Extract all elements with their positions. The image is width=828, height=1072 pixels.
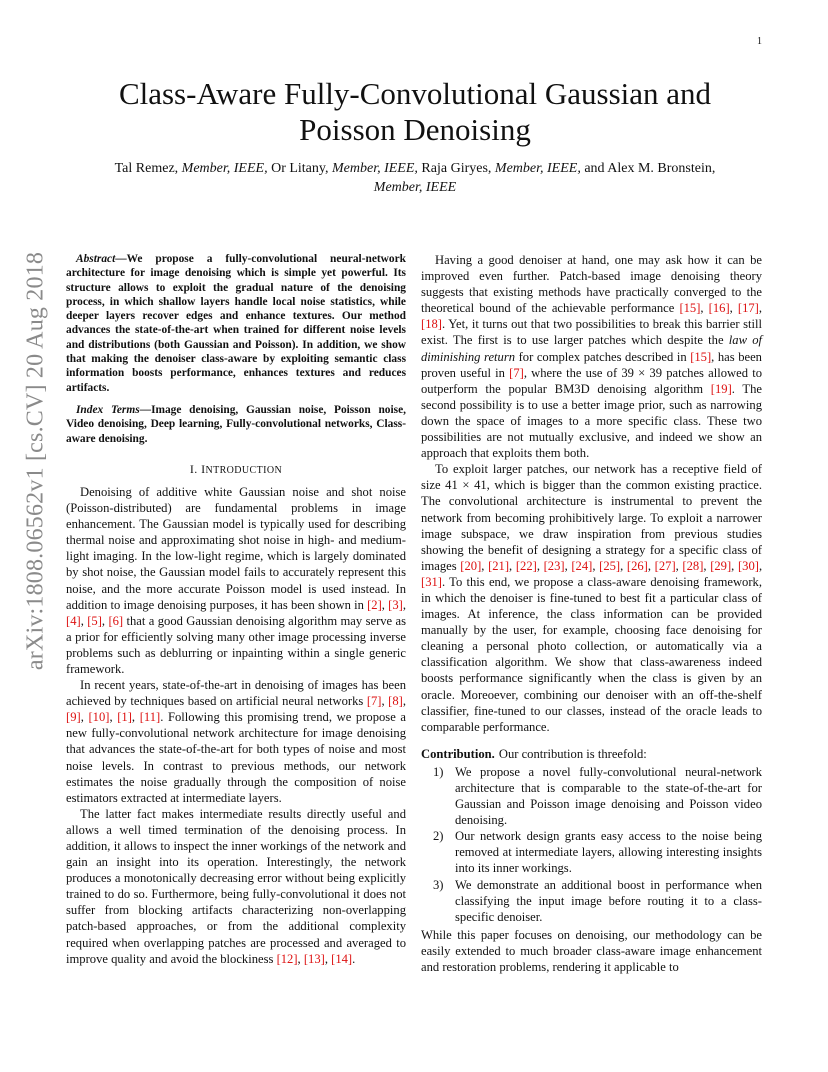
citation-link[interactable]: [2]	[367, 597, 382, 612]
citation-link[interactable]: [4]	[66, 613, 81, 628]
author-membership: Member, IEEE	[373, 180, 457, 195]
citation-link[interactable]: [19]	[710, 381, 732, 396]
citation-link[interactable]: [30]	[737, 558, 759, 573]
citation-link[interactable]: [6]	[108, 613, 124, 628]
author-name: and Alex M. Bronstein,	[584, 161, 716, 176]
paragraph-text: , where the use of 39 × 39 patches allowed to outperform the popular BM3D denoising algorithm	[421, 365, 762, 396]
page-number: 1	[757, 36, 762, 47]
abstract-text: —We propose a fully-convolutional neural-network architecture for image denoising which is simple yet powerful. Its structure allows to exploit the gradual nature of the denoising process, in which shallow layers handle local noise statistics, while deeper layers recover edges and enhance textures. Our method advances the state-of-the-art when trained for different noise levels and distributions (both Gaussian and Poisson). In addition, we show that making the denoiser class-aware by exploiting semantic class information boosts performance, enhances textures and reduces artifacts.	[66, 253, 406, 394]
paragraph-text: In recent years, state-of-the-art in denoising of images has been achieved by techniques based on artificial neural networks	[66, 678, 406, 709]
arxiv-id-text: arXiv:1808.06562v1 [cs.CV] 20 Aug 2018	[22, 251, 49, 671]
paragraph-text: Having a good denoiser at hand, one may ask how it can be improved even further. Patch-based image denoising theory suggests that existing methods have practically converged to the theoretical bound of the achievable performance	[421, 253, 762, 316]
citation-link[interactable]: [28]	[682, 558, 704, 573]
paragraph-text: To exploit larger patches, our network has a receptive field of size 41 × 41, which is bigger than the common existing practice. The convolutional architecture is instrumental to prevent the network from becoming prohibitively large. To exploit a narrower image subspace, we draw inspiration from previous studies showing the benefit of designing a strategy for a specific class of images	[421, 462, 762, 573]
citation-link[interactable]: [27]	[654, 558, 676, 573]
citation-link[interactable]: [18]	[421, 317, 442, 332]
contribution-item	[421, 764, 762, 828]
citation-link[interactable]: [31]	[421, 574, 442, 589]
paragraph-text: that a good Gaussian denoising algorithm may serve as a prior for efficiently solving many other image processing inverse problems such as deblurring or inpainting within a single generic framework.	[66, 613, 407, 676]
citation-link[interactable]: [11]	[139, 710, 161, 725]
paper-title	[70, 76, 760, 148]
citation-link[interactable]: [14]	[331, 951, 353, 966]
citation-link[interactable]: [20]	[460, 558, 482, 573]
citation-link[interactable]: [22]	[515, 558, 537, 573]
citation-link[interactable]: [3]	[388, 597, 403, 612]
citation-link[interactable]: [25]	[599, 558, 621, 573]
citation-link[interactable]: [16]	[708, 301, 730, 316]
author-name: Or Litany,	[271, 161, 329, 176]
citation-link[interactable]: [13]	[303, 951, 325, 966]
intro-paragraph-3: The latter fact makes intermediate results directly useful and allows a well timed termination of the denoising process. In addition, it allows to inspect the inner workings of the network and gain an insight into its operation. Interestingly, the network produces a monotonically decreasing error without being explicitly trained to do so. Furthermore, being fully-convolutional it does not suffer from blocking artifacts characterizing non-overlapping patch-based approaches, or from the additional complexity required when overlapping patches are processed and averaged to improve quality and avoid the blockiness [12], [13], [14].	[66, 806, 406, 966]
item-text: We demonstrate an additional boost in performance when classifying the input image before routing it to a class-specific denoiser.	[455, 877, 762, 924]
citation-link[interactable]: [1]	[117, 710, 132, 725]
citation-link[interactable]: [7]	[366, 694, 382, 709]
paragraph-text: , has been proven useful in	[421, 349, 762, 380]
paragraph-text: . Following this promising trend, we propose a new fully-convolutional network architecture for image denoising that advances the state-of-the-art for both types of noise and most noise levels. In contrast to previous methods, our network estimates the noise gradually through the composition of noise estimators extracted at intermediate layers.	[66, 710, 407, 805]
item-text: We propose a novel fully-convolutional neural-network architecture that is comparable to the state-of-the-art for Gaussian and Poisson image denoising and Poisson video denoising.	[455, 764, 762, 828]
citation-link[interactable]: [17]	[737, 301, 759, 316]
item-text: Our network design grants easy access to the noise being removed at intermediate layers, allowing interesting insights into its inner workings.	[455, 829, 762, 876]
author-list	[90, 159, 740, 197]
intro-paragraph-1: Denoising of additive white Gaussian noise and shot noise (Poisson-distributed) are fundamental problems in image enhancement. The Gaussian model is typically used for describing thermal noise and approximating shot noise in high- and medium-light imaging. In the low-light regime, which is largely dominated by shot noise, the Gaussian model fails to accurately represent this noise, and the more accurate Poisson model is used instead. In addition to image denoising purposes, it has been shown in [2], [3], [4], [5], [6] that a good Gaussian denoising algorithm may serve as a prior for efficiently solving many other image processing inverse problems such as deblurring or inpainting within a single generic framework.	[66, 484, 407, 676]
intro-paragraph-5: To exploit larger patches, our network has a receptive field of size 41 × 41, which is bigger than the common existing practice. The convolutional architecture is instrumental to prevent the network from becoming prohibitively large. To exploit a narrower image subspace, we draw inspiration from previous studies showing the benefit of designing a strategy for a specific class of images [20], [21], [22], [23], [24], [25], [26], [27], [28], [29], [30], [31]. To this end, we propose a class-aware denoising framework, in which the denoiser is fine-tuned to best fit a particular class of images. At inference, the class information can be provided manually by the user, for example, choosing face denoising for cleaning a personal photo collection, or automatically via a classification algorithm. We show that class-awareness indeed boosts performance significantly when the class is given by an oracle. Moreoever, combining our denoiser with an off-the-shelf classifier, fine-tuned to our classes, instead of the oracle leads to comparable performance.	[421, 462, 763, 734]
index-terms-text: —Image denoising, Gaussian noise, Poisson noise, Video denoising, Deep learning, Fully-convolutional networks, Class-aware denoising.	[66, 403, 406, 445]
author-name: Raja Giryes,	[421, 161, 492, 176]
intro-paragraph-4: Having a good denoiser at hand, one may ask how it can be improved even further. Patch-based image denoising theory suggests that existing methods have practically converged to the theoretical bound of the achievable performance [15], [16], [17], [18]. Yet, it turns out that two possibilities to break this barrier still exist. The first is to use larger patches which despite the law of diminishing return for complex patches described in [15], has been proven useful in [7], where the use of 39 × 39 patches allowed to outperform the popular BM3D denoising algorithm [19]. The second possibility is to use a better image prior, such as narrowing down the space of images to a more specific class. These two possibilities are not mutually exclusive, and indeed we show an approach that exploits them both.	[421, 253, 763, 461]
section-number: I.	[189, 461, 198, 476]
abstract	[66, 252, 406, 395]
contribution-intro: Our contribution is threefold:	[498, 746, 647, 761]
citation-link[interactable]: [8]	[388, 694, 403, 709]
citation-link[interactable]: [7]	[509, 365, 524, 380]
item-number: 1)	[433, 764, 444, 779]
contribution-label: Contribution.	[421, 746, 495, 761]
title-line-2: Poisson Denoising	[299, 112, 531, 147]
citation-link[interactable]: [23]	[543, 558, 565, 573]
title-line-1: Class-Aware Fully-Convolutional Gaussian and	[118, 76, 712, 111]
paragraph-text: Denoising of additive white Gaussian noise and shot noise (Poisson-distributed) are fundamental problems in image enhancement. The Gaussian model is typically used for describing thermal noise and approximating shot noise in high- and medium-light imaging. In the low-light regime, which is largely dominated by shot noise, the Gaussian model fails to accurately represent this noise, and the more accurate Poisson model is used instead. In addition to image denoising purposes, it has been shown in	[66, 484, 406, 612]
citation-link[interactable]: [10]	[88, 710, 110, 725]
citation-link[interactable]: [5]	[87, 613, 102, 628]
emphasis-text: law of diminishing return	[421, 333, 762, 364]
paragraph-text: for complex patches described in	[515, 349, 691, 364]
citation-link[interactable]: [29]	[710, 558, 732, 573]
contribution-heading	[421, 746, 762, 762]
citation-link[interactable]: [26]	[626, 558, 648, 573]
paragraph-text: . The second possibility is to use a better image prior, such as narrowing down the space of images to a more specific class. These two possibilities are not mutually exclusive, and indeed we show an approach that exploits them both.	[421, 381, 762, 461]
contribution-item	[421, 877, 762, 925]
author-membership: Member, IEEE,	[332, 161, 418, 176]
contribution-item	[421, 828, 762, 876]
index-terms	[66, 403, 406, 446]
right-column	[421, 252, 762, 975]
index-terms-label: Index Terms	[76, 403, 140, 416]
author-name: Tal Remez,	[114, 161, 179, 176]
intro-paragraph-2: In recent years, state-of-the-art in denoising of images has been achieved by techniques based on artificial neural networks [7], [8], [9], [10], [1], [11]. Following this promising trend, we propose a new fully-convolutional network architecture for image denoising that advances the state-of-the-art for both types of noise and most noise levels. In contrast to previous methods, our network estimates the noise gradually through the composition of noise estimators extracted at intermediate layers.	[66, 678, 407, 805]
citation-link[interactable]: [12]	[276, 951, 298, 966]
citation-link[interactable]: [15]	[690, 349, 712, 364]
section-title-initial: I	[201, 461, 206, 476]
item-number: 2)	[433, 829, 444, 844]
contribution-list	[421, 764, 762, 925]
item-number: 3)	[433, 877, 444, 892]
citation-link[interactable]: [9]	[66, 710, 81, 725]
citation-link[interactable]: [24]	[571, 558, 593, 573]
section-title-rest: NTRODUCTION	[205, 464, 283, 476]
citation-link[interactable]: [15]	[679, 301, 701, 316]
paragraph-text: . To this end, we propose a class-aware denoising framework, in which the denoiser is fine-tuned to best fit a particular class of images. At inference, the class information can be provided manually by the user, for example, choosing face denoising for cleaning a personal photo collection, or automatically via a classification algorithm. We show that class-awareness indeed boosts performance significantly when the class is given by an oracle. Moreoever, combining our denoiser with an off-the-shelf classifier, fine-tuned to our classes, instead of the oracle leads to comparable performance.	[421, 574, 762, 734]
citation-link[interactable]: [21]	[488, 558, 510, 573]
intro-paragraph-6: While this paper focuses on denoising, our methodology can be easily extended to much broader class-aware image enhancement and restoration problems, rendering it applicable to	[421, 927, 762, 975]
arxiv-identifier	[16, 236, 56, 686]
paragraph-text: The latter fact makes intermediate results directly useful and allows a well timed termination of the denoising process. In addition, it allows to inspect the inner workings of the network and gain an insight into its operation. Interestingly, the network produces a monotonically decreasing error without being explicitly trained to do so. Furthermore, being fully-convolutional it does not suffer from blocking artifacts characterizing non-overlapping patch-based approaches, or from the additional complexity required when overlapping patches are processed and averaged to improve quality and avoid the blockiness	[66, 806, 406, 966]
abstract-label: Abstract	[76, 253, 116, 265]
left-column	[66, 252, 406, 967]
paragraph-text: . Yet, it turns out that two possibilities to break this barrier still exist. The first is to use larger patches which despite the	[421, 317, 762, 348]
section-heading-introduction	[66, 461, 406, 479]
author-membership: Member, IEEE,	[494, 161, 581, 176]
author-membership: Member, IEEE,	[181, 161, 268, 176]
